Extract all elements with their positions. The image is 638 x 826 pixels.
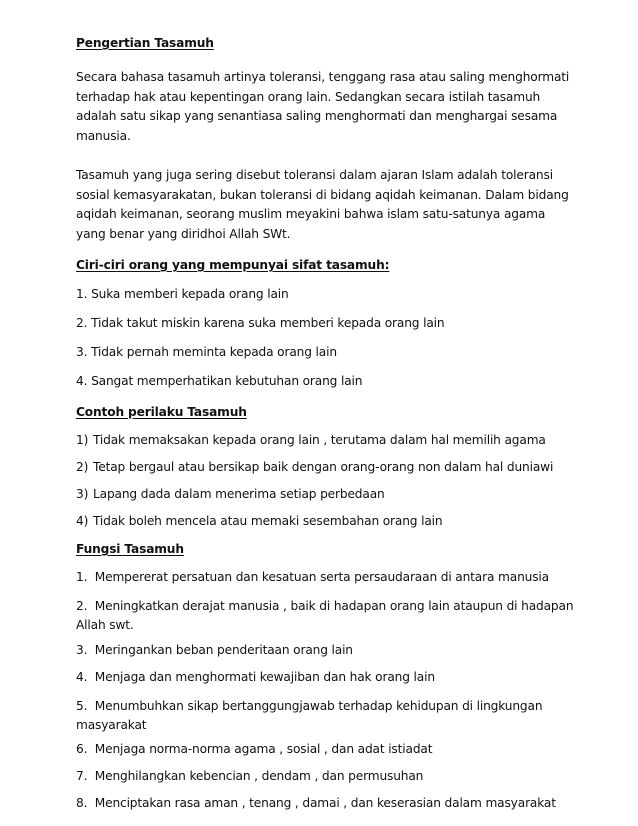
ciri-item: 3. Tidak pernah meminta kepada orang lain (76, 345, 337, 359)
fungsi-item: 7. Menghilangkan kebencian , dendam , dan permusuhan (76, 769, 424, 783)
ciri-item: 1. Suka memberi kepada orang lain (76, 287, 289, 301)
fungsi-item: 5. Menumbuhkan sikap bertanggungjawab terhadap kehidupan di lingkungan masyarakat (76, 699, 543, 732)
contoh-item: 3) Lapang dada dalam menerima setiap perbedaan (76, 487, 385, 501)
contoh-item: 2) Tetap bergaul atau bersikap baik dengan orang-orang non dalam hal duniawi (76, 460, 554, 474)
heading-fungsi: Fungsi Tasamuh (76, 542, 184, 556)
ciri-item: 2. Tidak takut miskin karena suka memberi kepada orang lain (76, 316, 445, 330)
fungsi-item: 1. Mempererat persatuan dan kesatuan serta persaudaraan di antara manusia (76, 570, 549, 584)
heading-contoh: Contoh perilaku Tasamuh (76, 405, 247, 419)
paragraph-definition: Secara bahasa tasamuh artinya toleransi, tenggang rasa atau saling menghormati terhadap hak atau kepentingan orang lain. Sedangkan secara istilah tasamuh adalah satu sikap yang senantiasa saling menghormati dan menghargai sesama manusia. (76, 70, 570, 143)
contoh-item: 1) Tidak memaksakan kepada orang lain , terutama dalam hal memilih agama (76, 433, 546, 447)
fungsi-item: 2. Meningkatkan derajat manusia , baik di hadapan orang lain ataupun di hadapan Allah swt. (76, 599, 574, 632)
fungsi-item: 6. Menjaga norma-norma agama , sosial , dan adat istiadat (76, 742, 433, 756)
paragraph-tolerance-islam: Tasamuh yang juga sering disebut toleransi dalam ajaran Islam adalah toleransi sosial kemasyarakatan, bukan toleransi di bidang aqidah keimanan. Dalam bidang aqidah keimanan, seorang muslim meyakini bahwa islam satu-satunya agama yang benar yang diridhoi Allah SWt. (76, 168, 569, 241)
heading-ciri: Ciri-ciri orang yang mempunyai sifat tasamuh: (76, 258, 390, 272)
fungsi-item: 8. Menciptakan rasa aman , tenang , damai , dan keserasian dalam masyarakat (76, 796, 556, 810)
fungsi-item: 3. Meringankan beban penderitaan orang lain (76, 643, 353, 657)
fungsi-item: 4. Menjaga dan menghormati kewajiban dan hak orang lain (76, 670, 435, 684)
heading-pengertian: Pengertian Tasamuh (76, 36, 214, 50)
contoh-item: 4) Tidak boleh mencela atau memaki sesembahan orang lain (76, 514, 443, 528)
ciri-item: 4. Sangat memperhatikan kebutuhan orang lain (76, 374, 363, 388)
